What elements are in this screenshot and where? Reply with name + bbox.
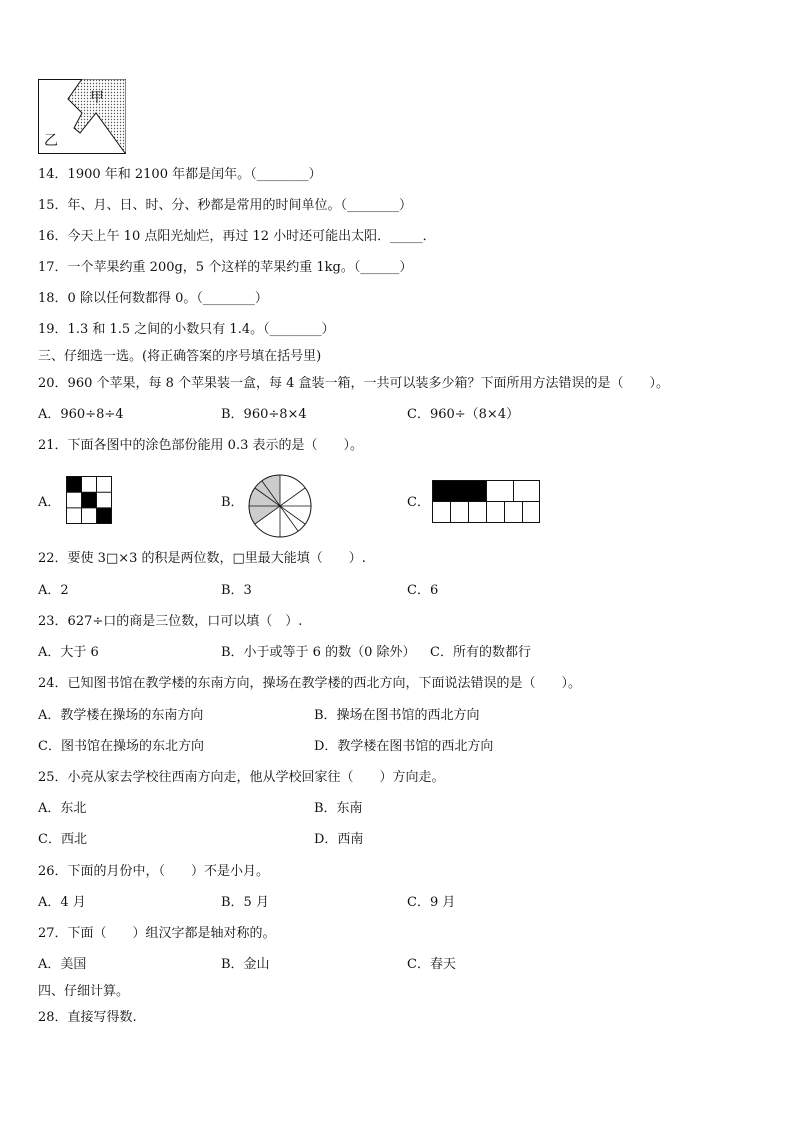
question-20: 20．960 个苹果，每 8 个苹果装一盒，每 4 盒装一箱，一共可以装多少箱？下面所用方法错误的是（ ）。 bbox=[38, 376, 670, 391]
question-16: 16．今天上午 10 点阳光灿烂，再过 12 小时还可能出太阳．_____． bbox=[38, 229, 436, 244]
q21-option-c: C． bbox=[407, 495, 430, 510]
q27-option-c: C．春天 bbox=[407, 957, 456, 972]
q26-option-b: B．5 月 bbox=[221, 895, 269, 910]
q25-option-b: B．东南 bbox=[314, 801, 363, 816]
label-yi: 乙 bbox=[44, 133, 58, 149]
q23-option-a: A．大于 6 bbox=[38, 645, 99, 660]
question-18: 18．0 除以任何数都得 0。（________） bbox=[38, 291, 268, 306]
section-3-heading: 三、仔细选一选。(将正确答案的序号填在括号里) bbox=[38, 349, 322, 364]
q25-option-a: A．东北 bbox=[38, 801, 87, 816]
question-17: 17．一个苹果约重 200g，5 个这样的苹果约重 1kg。（______） bbox=[38, 260, 413, 275]
q22-option-b: B．3 bbox=[221, 583, 252, 598]
question-25: 25．小亮从家去学校往西南方向走，他从学校回家往（ ）方向走。 bbox=[38, 770, 445, 785]
q26-option-a: A．4 月 bbox=[38, 895, 86, 910]
q21-option-b: B． bbox=[221, 495, 244, 510]
question-24: 24．已知图书馆在教学楼的东南方向，操场在教学楼的西北方向，下面说法错误的是（ ）。 bbox=[38, 676, 582, 691]
q22-option-a: A．2 bbox=[38, 583, 69, 598]
q24-option-a: A．教学楼在操场的东南方向 bbox=[38, 708, 204, 723]
q25-option-c: C．西北 bbox=[38, 832, 87, 847]
question-22: 22．要使 3□×3 的积是两位数，□里最大能填（ ）. bbox=[38, 551, 366, 566]
q26-option-c: C．9 月 bbox=[407, 895, 456, 910]
q20-option-b: B．960÷8×4 bbox=[221, 407, 307, 422]
q21-figure-b-circle bbox=[248, 474, 312, 538]
label-jia: 甲 bbox=[90, 90, 104, 106]
q25-option-d: D．西南 bbox=[314, 832, 364, 847]
q22-option-c: C．6 bbox=[407, 583, 439, 598]
q23-option-c: C．所有的数都行 bbox=[430, 645, 531, 660]
q27-option-b: B．金山 bbox=[221, 957, 270, 972]
question-21: 21．下面各图中的涂色部份能用 0.3 表示的是（ ）。 bbox=[38, 438, 363, 453]
section-4-heading: 四、仔细计算。 bbox=[38, 984, 130, 999]
q21-option-a: A． bbox=[38, 495, 61, 510]
q20-option-c: C．960÷（8×4） bbox=[407, 407, 520, 422]
q23-option-b: B．小于或等于 6 的数（0 除外） bbox=[221, 645, 416, 660]
q24-option-b: B．操场在图书馆的西北方向 bbox=[314, 708, 480, 723]
question-28: 28．直接写得数. bbox=[38, 1010, 137, 1025]
question-23: 23．627÷口的商是三位数，口可以填（ ）. bbox=[38, 614, 303, 629]
question-27: 27．下面（ ）组汉字都是轴对称的。 bbox=[38, 926, 276, 941]
question-19: 19．1.3 和 1.5 之间的小数只有 1.4。（________） bbox=[38, 322, 335, 337]
question-14: 14．1900 年和 2100 年都是闰年。（________） bbox=[38, 167, 322, 182]
question-26: 26．下面的月份中，（ ）不是小月。 bbox=[38, 864, 270, 879]
q24-option-d: D．教学楼在图书馆的西北方向 bbox=[314, 739, 494, 754]
q20-option-a: A．960÷8÷4 bbox=[38, 407, 124, 422]
q24-option-c: C．图书馆在操场的东北方向 bbox=[38, 739, 204, 754]
question-15: 15．年、月、日、时、分、秒都是常用的时间单位。（________） bbox=[38, 198, 413, 213]
q21-figure-c-bars bbox=[432, 480, 540, 523]
q27-option-a: A．美国 bbox=[38, 957, 87, 972]
q21-figure-a-grid bbox=[66, 476, 112, 524]
